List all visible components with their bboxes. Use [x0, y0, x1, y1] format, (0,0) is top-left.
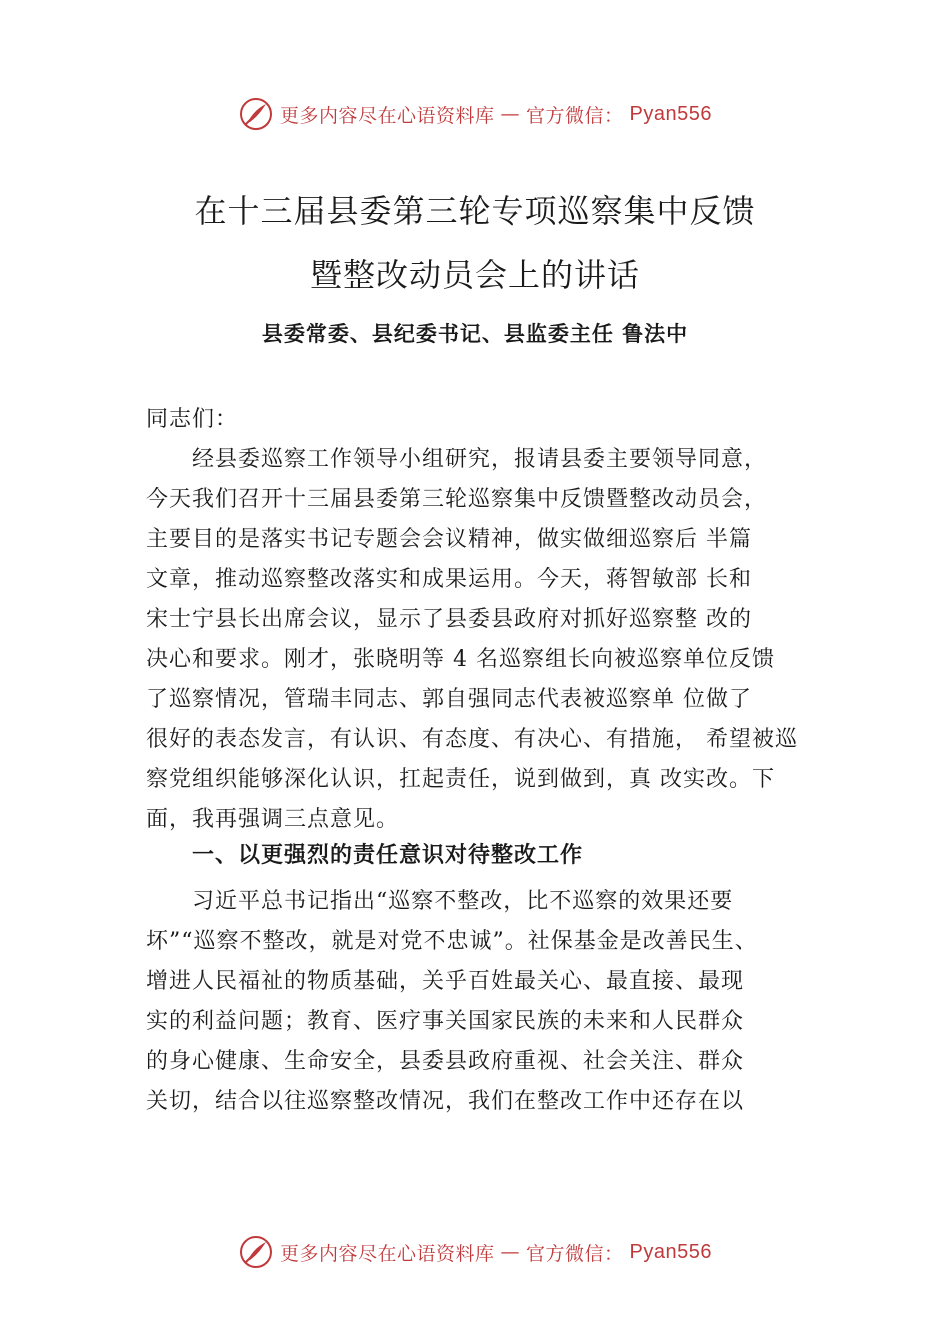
- quill-logo-icon: [238, 96, 274, 132]
- document-byline: 县委常委、县纪委书记、县监委主任 鲁法中: [261, 321, 689, 346]
- paragraph-line: 了巡察情况，管瑞丰同志、郭自强同志代表被巡察单 位做了: [146, 687, 752, 712]
- salutation: 同志们：: [146, 407, 239, 432]
- paragraph-2: [146, 882, 846, 1122]
- paragraph-line: 坏”“巡察不整改，就是对党不忠诚”。社保基金是改善民生、: [146, 929, 758, 954]
- paragraph-line: 决心和要求。刚才，张晓明等 4 名巡察组长向被巡察单位反馈: [146, 647, 775, 672]
- watermark-brand: 更多内容尽在心语资料库: [280, 1242, 495, 1265]
- paragraph-line: 的身心健康、生命安全，县委县政府重视、社会关注、群众: [146, 1049, 745, 1074]
- quill-logo-icon: [238, 1234, 274, 1270]
- watermark-wechat-id: Pyan556: [629, 1240, 712, 1263]
- watermark-label: 官方微信：: [526, 1242, 624, 1265]
- watermark-separator: —: [500, 103, 521, 125]
- paragraph-line: 主要目的是落实书记专题会会议精神，做实做细巡察后 半篇: [146, 527, 752, 552]
- paragraph-line: 宋士宁县长出席会议，显示了县委县政府对抓好巡察整 改的: [146, 607, 752, 632]
- watermark-footer: [0, 1230, 950, 1274]
- paragraph-line: 关切，结合以往巡察整改情况，我们在整改工作中还存在以: [146, 1089, 745, 1114]
- paragraph-line: 很好的表态发言，有认识、有态度、有决心、有措施， 希望被巡: [146, 727, 798, 752]
- watermark-separator: —: [500, 1241, 521, 1263]
- watermark-label: 官方微信：: [526, 104, 624, 127]
- paragraph-line: 面，我再强调三点意见。: [146, 807, 400, 832]
- paragraph-1: [146, 440, 846, 840]
- paragraph-line: 习近平总书记指出“巡察不整改，比不巡察的效果还要: [146, 889, 734, 914]
- paragraph-line: 经县委巡察工作领导小组研究，报请县委主要领导同意，: [146, 447, 768, 472]
- paragraph-line: 实的利益问题；教育、医疗事关国家民族的未来和人民群众: [146, 1009, 745, 1034]
- document-title-line-1: 在十三届县委第三轮专项巡察集中反馈: [194, 192, 756, 230]
- paragraph-line: 增进人民福祉的物质基础，关乎百姓最关心、最直接、最现: [146, 969, 745, 994]
- section-heading-1: 一、以更强烈的责任意识对待整改工作: [192, 843, 584, 868]
- document-title-line-2: 暨整改动员会上的讲话: [309, 256, 640, 294]
- paragraph-line: 今天我们召开十三届县委第三轮巡察集中反馈暨整改动员会，: [146, 487, 768, 512]
- watermark-wechat-id: Pyan556: [629, 102, 712, 125]
- watermark-header: [0, 92, 950, 136]
- watermark-brand: 更多内容尽在心语资料库: [280, 104, 495, 127]
- paragraph-line: 文章，推动巡察整改落实和成果运用。今天，蒋智敏部 长和: [146, 567, 752, 592]
- paragraph-line: 察党组织能够深化认识，扛起责任，说到做到，真 改实改。下: [146, 767, 775, 792]
